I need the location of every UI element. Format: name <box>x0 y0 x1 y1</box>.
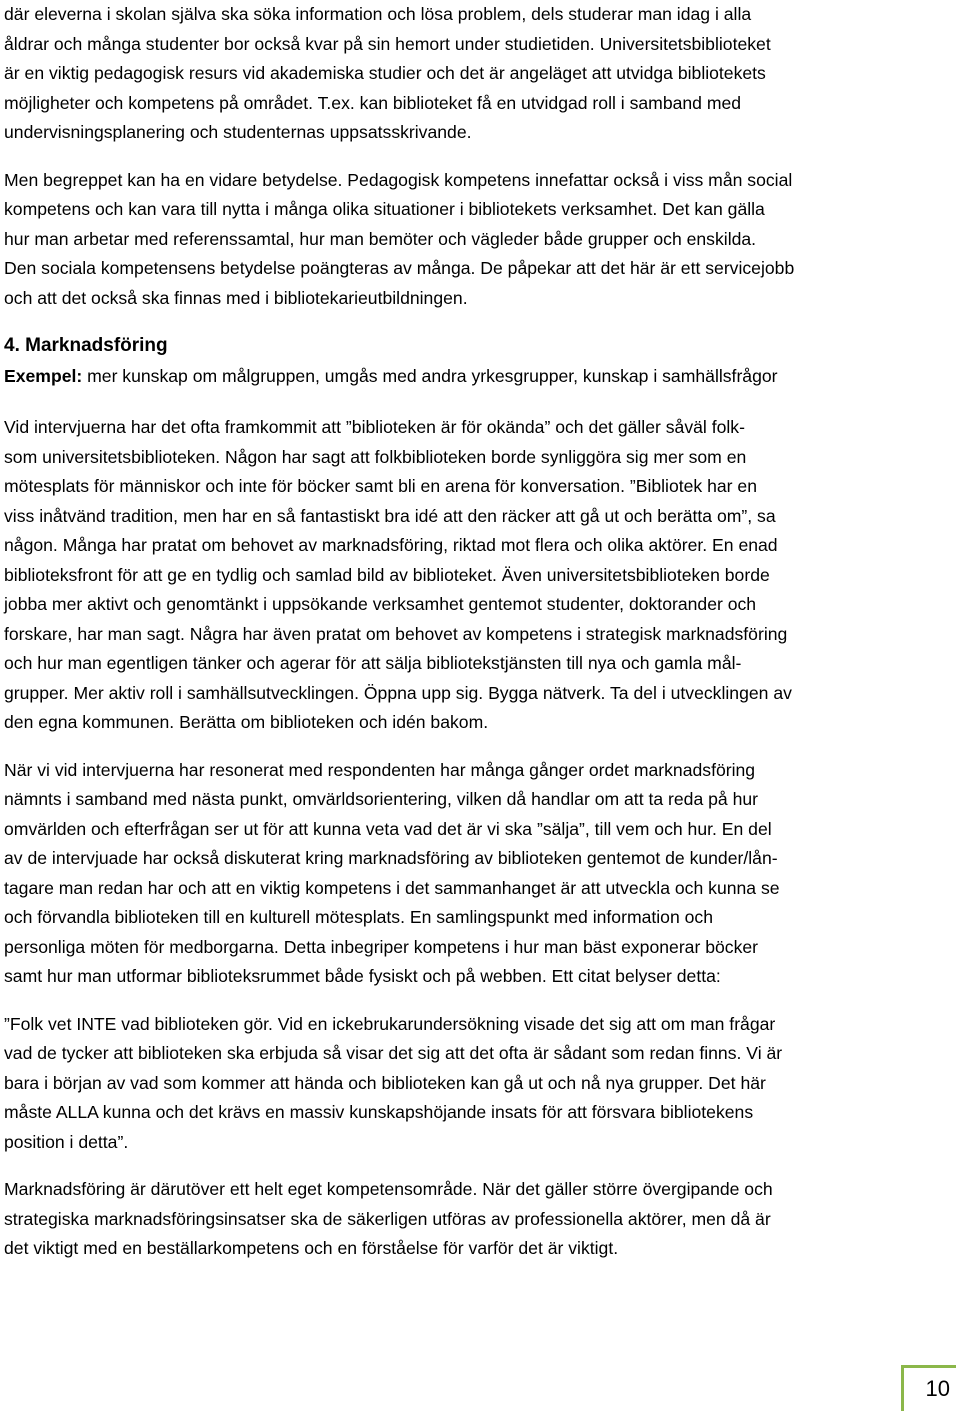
text-line: måste ALLA kunna och det krävs en massiv kunskapshöjande insats för att försvara bibliotekens <box>4 1102 754 1122</box>
text-line: är en viktig pedagogisk resurs vid akademiska studier och det är angeläget att utvidga bibliotekets <box>4 63 766 83</box>
text-line: kompetens och kan vara till nytta i många olika situationer i bibliotekets verksamhet. Det kan gälla <box>4 199 765 219</box>
text-line: position i detta”. <box>4 1131 129 1152</box>
text-line: biblioteksfront för att ge en tydlig och samlad bild av biblioteket. Även universitetsbiblioteken borde <box>4 564 770 585</box>
text-line: grupper. Mer aktiv roll i samhällsutvecklingen. Öppna upp sig. Bygga nätverk. Ta del i utvecklingen av <box>4 682 792 703</box>
paragraph <box>4 1010 954 1158</box>
paragraph <box>4 413 954 738</box>
text-line: Vid intervjuerna har det ofta framkommit att ”biblioteken är för okända” och det gäller såväl folk- <box>4 417 745 437</box>
page-number-box <box>901 1365 956 1411</box>
example-text: mer kunskap om målgruppen, umgås med andra yrkesgrupper, kunskap i samhällsfrågor <box>82 366 778 386</box>
text-line: Den sociala kompetensens betydelse poängteras av många. De påpekar att det här är ett servicejobb <box>4 258 795 278</box>
page-number: 10 <box>925 1376 950 1401</box>
text-line: omvärlden och efterfrågan ser ut för att kunna veta vad det är vi ska ”sälja”, till vem och hur. En del <box>4 818 772 839</box>
text-line: och att det också ska finnas med i bibliotekarieutbildningen. <box>4 287 468 308</box>
text-line: strategiska marknadsföringsinsatser ska de säkerligen utföras av professionella aktörer, men då är <box>4 1208 771 1229</box>
text-line: och förvandla biblioteken till en kulturell mötesplats. En samlingspunkt med information och <box>4 907 714 927</box>
text-line: jobba mer aktivt och genomtänkt i uppsökande verksamhet gentemot studenter, doktorander och <box>4 594 757 614</box>
paragraph <box>4 756 954 992</box>
text-line: När vi vid intervjuerna har resonerat med respondenten har många gånger ordet marknadsföring <box>4 759 756 780</box>
text-line: nämnts i samband med nästa punkt, omvärldsorientering, vilken då handlar om att ta reda på hur <box>4 789 759 809</box>
text-line: möjligheter och kompetens på området. T.ex. kan biblioteket få en utvidgad roll i samband med <box>4 92 742 113</box>
text-line: där eleverna i skolan själva ska söka information och lösa problem, dels studerar man idag i alla <box>4 4 752 24</box>
bottom-paragraphs <box>4 413 954 1264</box>
top-paragraphs <box>4 0 954 313</box>
paragraph <box>4 0 954 148</box>
section-heading: 4. Marknadsföring <box>4 335 168 356</box>
paragraph <box>4 166 954 314</box>
text-line: undervisningsplanering och studenternas uppsatsskrivande. <box>4 122 472 142</box>
text-line: det viktigt med en beställarkompetens och en förståelse för varför det är viktigt. <box>4 1238 619 1258</box>
text-line: som universitetsbiblioteken. Någon har sagt att folkbiblioteken borde synliggöra sig mer som en <box>4 446 747 467</box>
text-line: personliga möten för medborgarna. Detta inbegriper kompetens i hur man bäst exponerar böcker <box>4 936 759 957</box>
text-line: mötesplats för människor och inte för böcker samt bli en arena för konversation. ”Bibliotek har en <box>4 476 757 496</box>
text-line: åldrar och många studenter bor också kvar på sin hemort under studietiden. Universitetsbiblioteket <box>4 33 771 54</box>
text-line: och hur man egentligen tänker och agerar för att sälja bibliotekstjänsten till nya och gamla mål- <box>4 653 742 673</box>
text-line: Marknadsföring är därutöver ett helt eget kompetensområde. När det gäller större övergipande och <box>4 1179 773 1199</box>
example-label: Exempel: <box>4 366 83 386</box>
text-line: den egna kommunen. Berätta om biblioteken och idén bakom. <box>4 712 489 732</box>
example-line <box>4 361 954 391</box>
text-line: hur man arbetar med referenssamtal, hur man bemöter och vägleder både grupper och enskilda. <box>4 228 757 249</box>
text-line: vad de tycker att biblioteken ska erbjuda så visar det sig att det ofta är sådant som redan finns. Vi är <box>4 1043 783 1063</box>
text-line: samt hur man utformar biblioteksrummet både fysiskt och på webben. Ett citat belyser detta: <box>4 966 721 986</box>
text-line: forskare, har man sagt. Några har även pratat om behovet av kompetens i strategisk marknadsföring <box>4 623 788 644</box>
text-line: Men begreppet kan ha en vidare betydelse. Pedagogisk kompetens innefattar också i viss mån social <box>4 169 793 190</box>
text-line: tagare man redan har och att en viktig kompetens i det sammanhanget är att utveckla och kunna se <box>4 877 780 898</box>
document-page <box>4 0 954 1282</box>
text-line: av de intervjuade har också diskuterat kring marknadsföring av biblioteken gentemot de kunder/lån- <box>4 848 778 868</box>
text-line: viss inåtvänd tradition, men har en så fantastiskt bra idé att den räcker att gå ut och berätta om”, sa <box>4 505 776 526</box>
text-line: bara i början av vad som kommer att hända och biblioteken kan gå ut och nå nya grupper. Det här <box>4 1072 766 1093</box>
paragraph <box>4 1175 954 1264</box>
text-line: ”Folk vet INTE vad biblioteken gör. Vid en ickebrukarundersökning visade det sig att om man frågar <box>4 1013 776 1034</box>
text-line: någon. Många har pratat om behovet av marknadsföring, riktad mot flera och olika aktörer. En enad <box>4 535 778 555</box>
